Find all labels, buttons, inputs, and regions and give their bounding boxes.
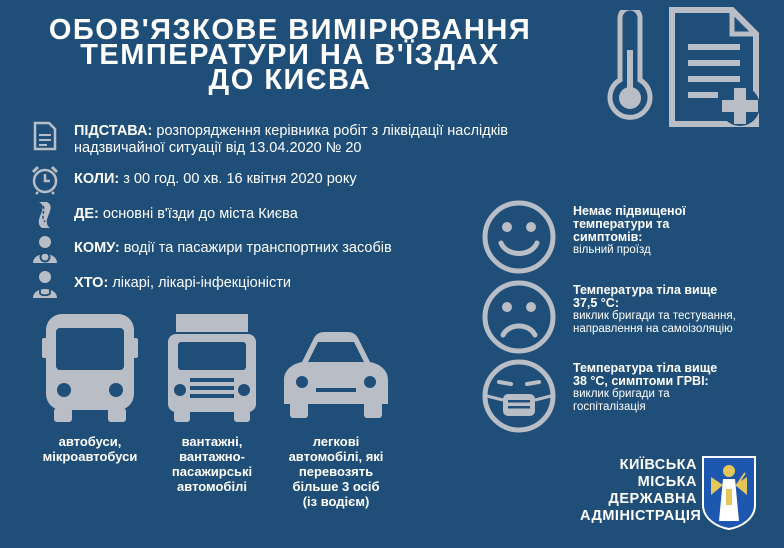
info-row-where [30,200,550,230]
condition-heading: симптомів: [573,230,643,244]
vehicle-label-line: перевозять [298,464,374,479]
document-icon [30,121,60,151]
driver-icon [30,234,60,264]
sad-face-icon [481,279,557,355]
info-text [74,200,298,223]
info-text [74,121,550,157]
condition-detail: виклик бригади та тестування, [573,310,736,322]
vehicle-label-line: пасажирські [171,464,253,479]
medical-document-icon [668,6,768,130]
condition-fever [573,284,773,335]
vehicle-label-line: мікроавтобуси [42,449,138,464]
title-line: ОБОВ'ЯЗКОВЕ ВИМІРЮВАННЯ [48,14,532,46]
vehicle-label-line: більше 3 осіб [292,479,380,494]
condition-heading: Температура тіла вище [573,283,718,297]
page-title [20,14,560,96]
condition-heading: Немає підвищеної [573,204,686,218]
vehicle-label-line: вантажні, [181,434,243,449]
mask-face-icon [481,358,557,434]
condition-detail: госпіталізація [573,400,646,413]
info-row-basis [30,121,550,157]
vehicle-label-truck [152,434,272,494]
administration-line: КИЇВСЬКА [619,457,697,473]
title-line: ДО КИЄВА [208,64,372,96]
smile-face-icon [481,199,557,275]
vehicle-label-line: автобуси, [58,434,122,449]
truck-icon [162,312,262,424]
info-label: ХТО: [74,275,109,291]
info-value: основні в'їзди до міста Києва [102,206,298,222]
condition-detail: виклик бригади та [573,388,670,400]
administration-line: ДЕРЖАВНА [608,491,697,507]
info-label: ПІДСТАВА: [74,123,153,139]
title-line: ТЕМПЕРАТУРИ НА В'ЇЗДАХ [80,39,500,71]
bus-icon [42,312,138,424]
info-text [74,165,357,188]
info-row-who [30,269,550,299]
info-value: з 00 год. 00 хв. 16 квітня 2020 року [123,171,357,187]
condition-detail: вільний проїзд [573,244,651,256]
vehicle-label-line: (із водієм) [302,494,370,509]
vehicle-label-car [276,434,396,509]
thermometer-icon [600,10,660,128]
info-text [74,234,392,257]
vehicle-label-bus [30,434,150,464]
vehicle-label-line: автомобілі, які [288,449,384,464]
vehicle-label-line: автомобілі [177,479,247,494]
info-value: лікарі, лікарі-інфекціоністи [112,275,291,291]
condition-heading: температури та [573,217,670,231]
administration-name [580,457,702,525]
info-row-whom [30,234,550,264]
car-icon [280,332,392,424]
kyiv-coat-of-arms-icon [701,455,757,531]
info-label: КОМУ: [74,240,120,256]
alarm-clock-icon [30,165,60,195]
vehicle-label-line: легкові [312,434,360,449]
info-label: ДЕ: [74,206,99,222]
info-row-when [30,165,550,195]
condition-normal [573,205,773,257]
vehicle-label-line: вантажно- [179,449,245,464]
administration-line: АДМІНІСТРАЦІЯ [580,508,702,524]
info-value: водії та пасажири транспортних засобів [123,240,392,256]
road-icon [30,200,60,230]
condition-high-fever [573,362,773,413]
doctor-icon [30,269,60,299]
condition-heading: 38 °С, симптоми ГРВІ: [573,374,709,388]
condition-heading: 37,5 °С: [573,296,619,310]
condition-detail: направлення на самоізоляцію [573,322,733,335]
administration-line: МІСЬКА [637,474,697,490]
condition-heading: Температура тіла вище [573,361,718,375]
info-label: КОЛИ: [74,171,120,187]
info-text [74,269,291,292]
info-value: розпорядження керівника робіт з ліквідації наслідків надзвичайної ситуації від 13.04.2020 № 20 [74,123,509,156]
